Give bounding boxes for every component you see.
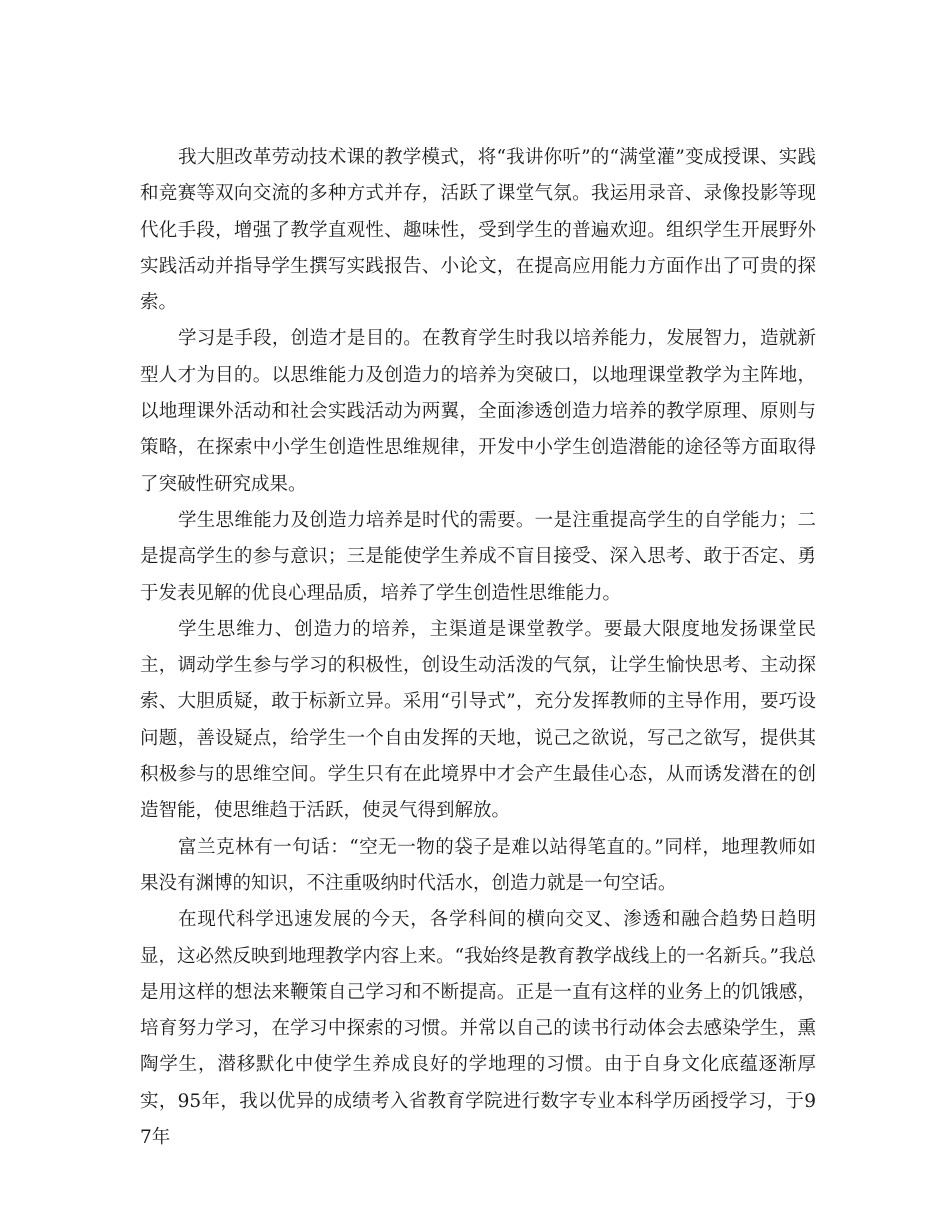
paragraph-6: 在现代科学迅速发展的今天，各学科间的横向交叉、渗透和融合趋势日趋明显，这必然反映到地理教学内容上来。“我始终是教育教学战线上的一名新兵。”我总是用这样的想法来鞭策自己学习和不断提高。正是一直有这样的业务上的饥饿感，培育努力学习，在学习中探索的习惯。并常以自己的读书行动体会去感染学生，熏陶学生，潜移默化中使学生养成良好的学地理的习惯。由于自身文化底蕴逐渐厚实，95年，我以优异的成绩考入省教育学院进行数字专业本科学历函授学习，于97年	[140, 909, 816, 1149]
paragraph-1: 我大胆改革劳动技术课的教学模式，将“我讲你听”的“满堂灌”变成授课、实践和竞赛等双向交流的多种方式并存，活跃了课堂气氛。我运用录音、录像投影等现代化手段，增强了教学直观性、趣味性，受到学生的普遍欢迎。组织学生开展野外实践活动并指导学生撰写实践报告、小论文，在提高应用能力方面作出了可贵的探索。	[140, 147, 816, 314]
document-body	[140, 140, 816, 1156]
paragraph-3: 学生思维能力及创造力培养是时代的需要。一是注重提高学生的自学能力；二是提高学生的参与意识；三是能使学生养成不盲目接受、深入思考、敢于否定、勇于发表见解的优良心理品质，培养了学生创造性思维能力。	[140, 509, 816, 604]
paragraph-4: 学生思维力、创造力的培养，主渠道是课堂教学。要最大限度地发扬课堂民主，调动学生参与学习的积极性，创设生动活泼的气氛，让学生愉快思考、主动探索、大胆质疑，敢于标新立异。采用“引导式”，充分发挥教师的主导作用，要巧设问题，善设疑点，给学生一个自由发挥的天地，说己之欲说，写己之欲写，提供其积极参与的思维空间。学生只有在此境界中才会产生最佳心态，从而诱发潜在的创造智能，使思维趋于活跃，使灵气得到解放。	[140, 618, 816, 822]
paragraph-5: 富兰克林有一句话：“空无一物的袋子是难以站得笔直的。”同样，地理教师如果没有渊博的知识，不注重吸纳时代活水，创造力就是一句空话。	[140, 836, 816, 894]
paragraph-2: 学习是手段，创造才是目的。在教育学生时我以培养能力，发展智力，造就新型人才为目的。以思维能力及创造力的培养为突破口，以地理课堂教学为主阵地，以地理课外活动和社会实践活动为两翼，全面渗透创造力培养的教学原理、原则与策略，在探索中小学生创造性思维规律，开发中小学生创造潜能的途径等方面取得了突破性研究成果。	[140, 328, 816, 495]
